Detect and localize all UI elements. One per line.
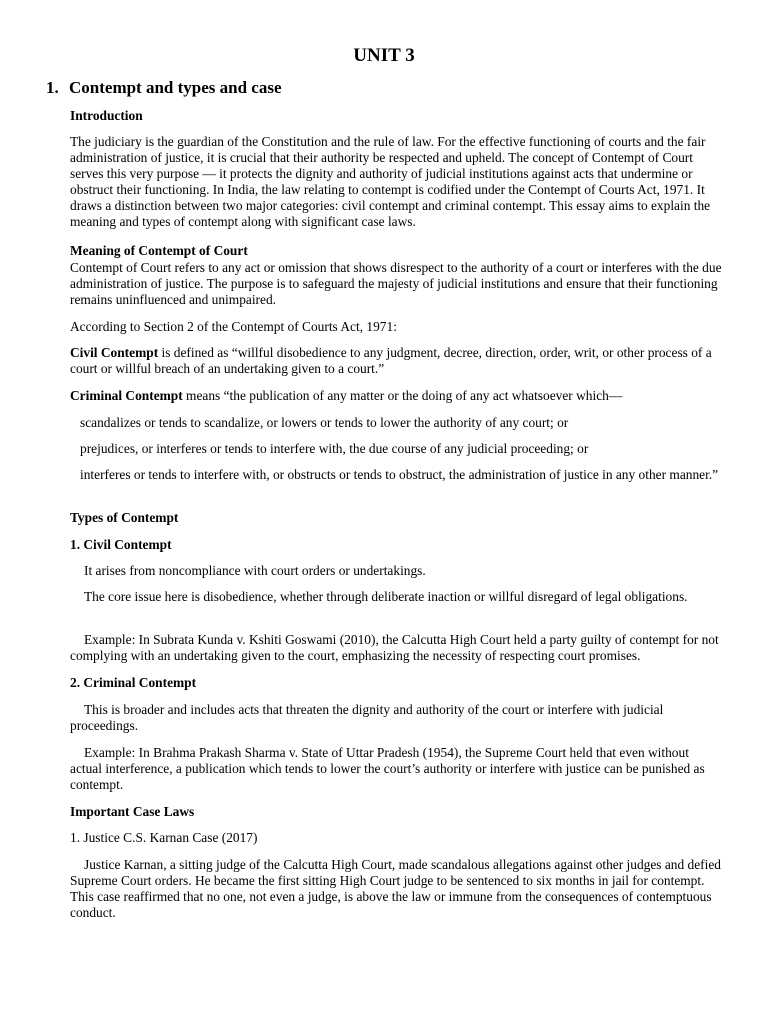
section-number: 1. <box>46 78 59 97</box>
criminal-point-2 <box>70 745 722 793</box>
introduction-paragraph: The judiciary is the guardian of the Constitution and the rule of law. For the effective functioning of courts and the fair administration of justice, it is crucial that their authority be respected and upheld. The concept of Contempt of Court serves this very purpose — it protects the dignity and authority of judicial institutions against acts that undermine or obstruct their functioning. In India, the law relating to contempt is codified under the Contempt of Courts Act, 1971. It draws a distinction between two major categories: civil contempt and criminal contempt. This essay aims to explain the meaning and types of contempt along with significant case laws. <box>70 134 711 229</box>
civil-point-3 <box>70 632 722 664</box>
meaning-heading: Meaning of Contempt of Court <box>70 243 248 258</box>
criminal-point-1 <box>70 702 722 734</box>
introduction-heading: Introduction <box>70 108 143 123</box>
criminal-point-1-text: This is broader and includes acts that threaten the dignity and authority of the court or interfere with judicial proceedings. <box>70 702 664 733</box>
criminal-item-3 <box>70 467 722 483</box>
civil-contempt-term: Civil Contempt <box>70 345 159 360</box>
criminal-item-2-text: prejudices, or interferes or tends to interfere with, the due course of any judicial proceeding; or <box>80 441 589 456</box>
case-1-paragraph <box>70 857 722 921</box>
criminal-contempt-heading: 2. Criminal Contempt <box>70 675 197 690</box>
civil-contempt-heading: 1. Civil Contempt <box>70 537 172 552</box>
document-title: UNIT 3 <box>353 45 415 66</box>
section-title: Contempt and types and case <box>69 78 282 97</box>
civil-contempt-definition <box>70 345 722 377</box>
section-2-intro: According to Section 2 of the Contempt of Courts Act, 1971: <box>70 319 397 334</box>
civil-point-2 <box>70 589 722 605</box>
criminal-item-2 <box>70 441 722 457</box>
criminal-contempt-definition <box>70 388 722 404</box>
criminal-item-1-text: scandalizes or tends to scandalize, or lowers or tends to lower the authority of any court; or <box>80 415 569 430</box>
criminal-point-2-text: Example: In Brahma Prakash Sharma v. State of Uttar Pradesh (1954), the Supreme Court held that even without actual interference, a publication which tends to lower the court’s authority or interfere with justice can be punished as contempt. <box>70 745 705 792</box>
civil-point-1 <box>70 563 722 579</box>
case-1-text: Justice Karnan, a sitting judge of the Calcutta High Court, made scandalous allegations against other judges and defied Supreme Court orders. He became the first sitting High Court judge to be sentenced to six months in jail for contempt. This case reaffirmed that no one, not even a judge, is above the law or immune from the consequences of contemptuous conduct. <box>70 857 722 920</box>
types-heading: Types of Contempt <box>70 510 179 525</box>
criminal-contempt-text: means “the publication of any matter or the doing of any act whatsoever which— <box>182 388 623 403</box>
civil-point-3-text: Example: In Subrata Kunda v. Kshiti Goswami (2010), the Calcutta High Court held a party guilty of contempt for not complying with an undertaking given to the court, emphasizing the necessity of respecting court promises. <box>70 632 719 663</box>
criminal-item-1 <box>70 415 722 431</box>
civil-contempt-text: is defined as “willful disobedience to any judgment, decree, direction, order, writ, or other process of a court or willful breach of an undertaking given to a court.” <box>70 345 712 376</box>
meaning-paragraph: Contempt of Court refers to any act or omission that shows disrespect to the authority of a court or interferes with the due administration of justice. The purpose is to safeguard the majesty of judicial institutions and ensure that their functioning remains uninfluenced and unimpaired. <box>70 260 722 307</box>
civil-point-2-text: The core issue here is disobedience, whether through deliberate inaction or willful disregard of legal obligations. <box>84 589 688 604</box>
criminal-item-3-text: interferes or tends to interfere with, or obstructs or tends to obstruct, the administration of justice in any other manner.” <box>80 467 719 482</box>
civil-point-1-text: It arises from noncompliance with court orders or undertakings. <box>84 563 426 578</box>
case-1-title: 1. Justice C.S. Karnan Case (2017) <box>70 830 258 845</box>
case-laws-heading: Important Case Laws <box>70 804 195 819</box>
section-heading <box>46 77 282 99</box>
criminal-contempt-term: Criminal Contempt <box>70 388 183 403</box>
